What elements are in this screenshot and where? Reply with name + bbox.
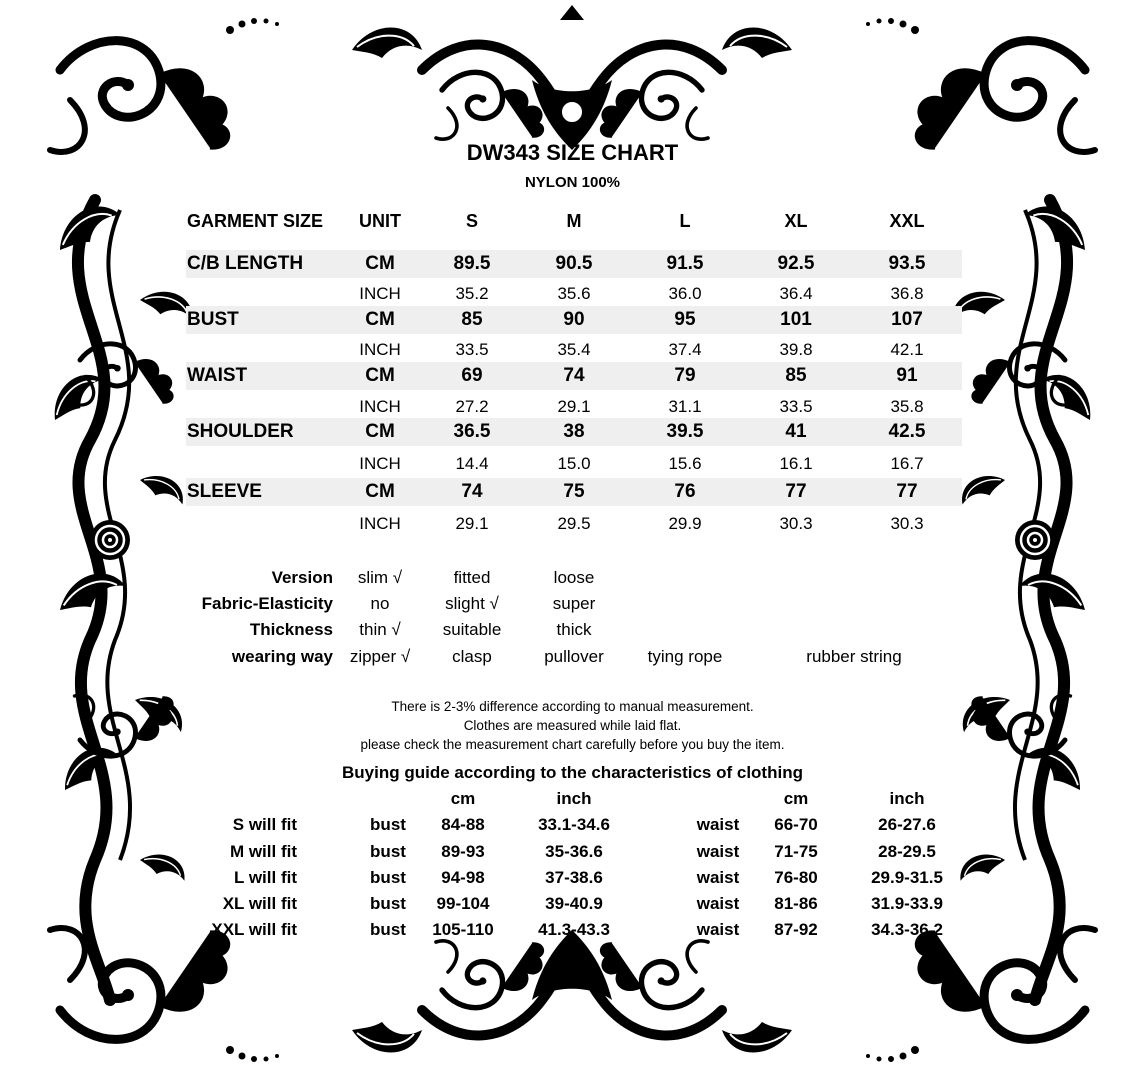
guide-cell: 28-29.5 <box>878 842 936 861</box>
table-cell: 30.3 <box>890 514 924 533</box>
table-cell: 30.3 <box>779 514 813 533</box>
guide-cell: 105-110 <box>432 920 494 939</box>
table-cell: 101 <box>780 309 812 330</box>
guide-cell: 29.9-31.5 <box>871 868 943 887</box>
attr-option: slight √ <box>445 594 499 613</box>
table-cell: 77 <box>896 481 918 502</box>
guide-header-inch2: inch <box>889 789 925 808</box>
table-cell: 29.1 <box>455 514 489 533</box>
table-cell: 89.5 <box>453 253 491 274</box>
table-cell: 69 <box>461 365 483 386</box>
guide-cell: 33.1-34.6 <box>538 815 610 834</box>
guide-cell: 89-93 <box>441 842 485 861</box>
note-measurement-difference: There is 2-3% difference according to manual measurement. <box>391 699 754 714</box>
guide-cell: 35-36.6 <box>545 842 603 861</box>
table-cell: 35.4 <box>557 340 591 359</box>
attr-option: slim √ <box>357 568 403 587</box>
guide-header-cm2: cm <box>783 789 809 808</box>
row-label-cb-length: C/B LENGTH <box>187 253 304 274</box>
guide-cell: 39-40.9 <box>545 894 603 913</box>
guide-cell: 84-88 <box>441 815 485 834</box>
guide-cell: 41.3-43.3 <box>538 920 610 939</box>
row-label-bust: BUST <box>187 309 239 330</box>
table-cell: 16.7 <box>890 454 924 473</box>
table-cell: 35.6 <box>557 284 591 303</box>
guide-bust-label: bust <box>370 894 406 913</box>
table-cell: 38 <box>563 421 585 442</box>
buying-guide-title: Buying guide according to the characteristics of clothing <box>342 763 803 782</box>
table-cell: 37.4 <box>668 340 702 359</box>
guide-waist-label: waist <box>696 868 740 887</box>
table-cell: 31.1 <box>668 397 702 416</box>
unit-inch: INCH <box>359 514 401 533</box>
unit-cm: CM <box>365 253 395 274</box>
attr-option: zipper √ <box>349 647 411 666</box>
unit-cm: CM <box>365 481 395 502</box>
table-cell: 76 <box>674 481 696 502</box>
table-cell: 35.2 <box>455 284 489 303</box>
table-cell: 107 <box>891 309 923 330</box>
guide-bust-label: bust <box>370 920 406 939</box>
guide-cell: 94-98 <box>441 868 485 887</box>
unit-cm: CM <box>365 421 395 442</box>
table-cell: 29.9 <box>668 514 702 533</box>
attr-option: no <box>370 594 390 613</box>
guide-cell: 76-80 <box>774 868 818 887</box>
row-label-shoulder: SHOULDER <box>187 421 294 442</box>
table-cell: 90.5 <box>555 253 593 274</box>
unit-inch: INCH <box>359 340 401 359</box>
table-cell: 35.8 <box>890 397 924 416</box>
table-cell: 95 <box>674 309 696 330</box>
attr-option: thin √ <box>359 620 401 639</box>
table-cell: 36.4 <box>779 284 813 303</box>
attr-label-fabric-elasticity: Fabric-Elasticity <box>201 594 333 613</box>
guide-waist-label: waist <box>696 920 740 939</box>
table-cell: 39.8 <box>779 340 813 359</box>
header-unit: UNIT <box>359 211 401 231</box>
attr-label-version: Version <box>271 568 333 587</box>
guide-waist-label: waist <box>696 894 740 913</box>
table-cell: 41 <box>785 421 807 442</box>
table-cell: 36.8 <box>890 284 924 303</box>
guide-size-label: M will fit <box>229 842 297 861</box>
table-cell: 74 <box>563 365 585 386</box>
attr-option: tying rope <box>647 647 723 666</box>
table-cell: 39.5 <box>666 421 704 442</box>
guide-header-inch: inch <box>556 789 592 808</box>
header-size-l: L <box>679 211 691 231</box>
unit-inch: INCH <box>359 454 401 473</box>
table-cell: 42.1 <box>890 340 924 359</box>
table-cell: 14.4 <box>455 454 489 473</box>
header-size-m: M <box>566 211 582 231</box>
guide-bust-label: bust <box>370 842 406 861</box>
table-cell: 15.6 <box>668 454 702 473</box>
guide-cell: 87-92 <box>774 920 818 939</box>
header-garment-size: GARMENT SIZE <box>187 211 324 231</box>
table-cell: 29.5 <box>557 514 591 533</box>
table-cell: 91 <box>896 365 918 386</box>
guide-cell: 71-75 <box>774 842 818 861</box>
table-cell: 15.0 <box>557 454 591 473</box>
unit-inch: INCH <box>359 397 401 416</box>
table-cell: 85 <box>785 365 807 386</box>
guide-cell: 81-86 <box>774 894 818 913</box>
unit-cm: CM <box>365 365 395 386</box>
table-cell: 75 <box>563 481 585 502</box>
table-cell: 27.2 <box>455 397 489 416</box>
table-cell: 16.1 <box>779 454 813 473</box>
guide-cell: 37-38.6 <box>545 868 603 887</box>
material-label: NYLON 100% <box>524 174 621 191</box>
table-cell: 36.5 <box>453 421 491 442</box>
header-size-s: S <box>465 211 478 231</box>
attr-option: super <box>552 594 596 613</box>
table-cell: 79 <box>674 365 696 386</box>
guide-cell: 26-27.6 <box>878 815 936 834</box>
guide-cell: 66-70 <box>774 815 818 834</box>
note-check-chart: please check the measurement chart carefully before you buy the item. <box>360 737 785 752</box>
guide-size-label: S will fit <box>232 815 297 834</box>
guide-waist-label: waist <box>696 842 740 861</box>
table-cell: 92.5 <box>777 253 815 274</box>
table-cell: 36.0 <box>668 284 702 303</box>
table-cell: 90 <box>563 309 585 330</box>
row-label-sleeve: SLEEVE <box>187 481 262 502</box>
attr-option: loose <box>553 568 595 587</box>
table-cell: 91.5 <box>666 253 704 274</box>
unit-cm: CM <box>365 309 395 330</box>
attr-option: suitable <box>442 620 502 639</box>
table-cell: 33.5 <box>779 397 813 416</box>
table-cell: 29.1 <box>557 397 591 416</box>
header-size-xl: XL <box>784 211 808 231</box>
row-label-waist: WAIST <box>187 365 248 386</box>
guide-size-label: L will fit <box>234 868 297 887</box>
unit-inch: INCH <box>359 284 401 303</box>
table-cell: 33.5 <box>455 340 489 359</box>
guide-header-cm: cm <box>450 789 476 808</box>
guide-waist-label: waist <box>696 815 740 834</box>
table-cell: 42.5 <box>888 421 926 442</box>
table-cell: 93.5 <box>888 253 926 274</box>
header-size-xxl: XXL <box>889 211 925 231</box>
guide-cell: 34.3-36.2 <box>871 920 943 939</box>
attr-option: fitted <box>453 568 491 587</box>
attr-option: thick <box>556 620 592 639</box>
guide-size-label: XXL will fit <box>211 920 297 939</box>
table-cell: 77 <box>785 481 807 502</box>
guide-cell: 99-104 <box>436 894 490 913</box>
attr-option: clasp <box>452 647 492 666</box>
attr-label-wearing-way: wearing way <box>231 647 333 666</box>
guide-bust-label: bust <box>370 868 406 887</box>
attr-option: pullover <box>544 647 604 666</box>
page-title: DW343 SIZE CHART <box>466 140 679 165</box>
attr-option: rubber string <box>806 647 902 666</box>
guide-bust-label: bust <box>370 815 406 834</box>
note-laid-flat: Clothes are measured while laid flat. <box>463 718 682 733</box>
guide-cell: 31.9-33.9 <box>871 894 943 913</box>
table-cell: 85 <box>461 309 483 330</box>
table-cell: 74 <box>461 481 483 502</box>
guide-size-label: XL will fit <box>222 894 297 913</box>
attr-label-thickness: Thickness <box>249 620 333 639</box>
